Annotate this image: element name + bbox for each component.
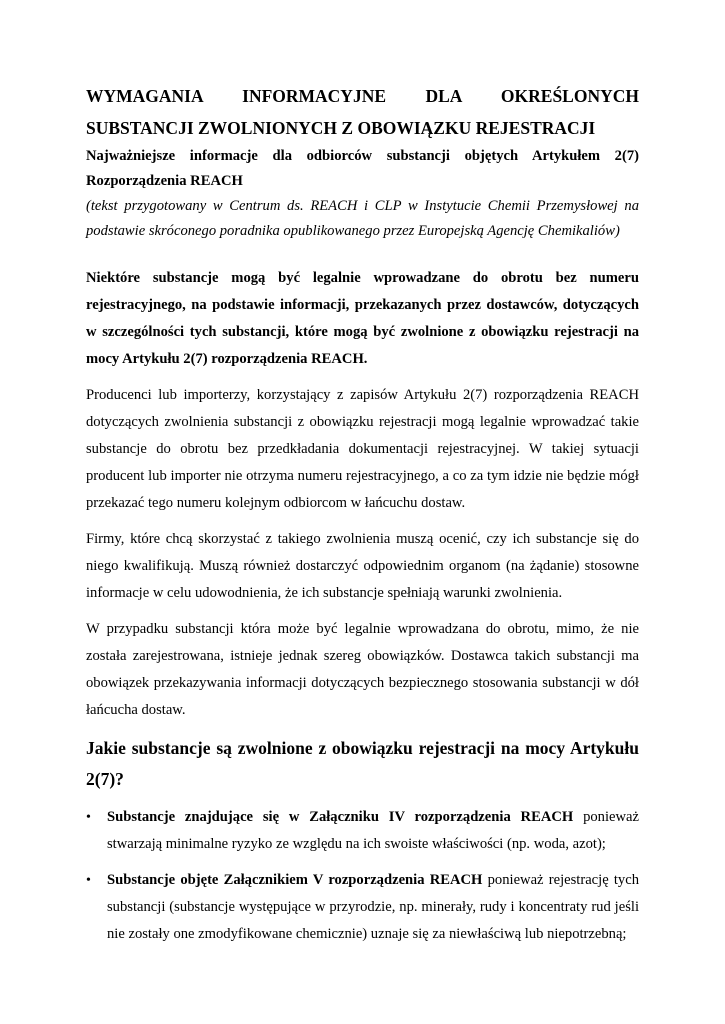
list-item bbox=[86, 804, 639, 858]
document-title: WYMAGANIA INFORMACYJNE DLA OKREŚLONYCH SUBSTANCJI ZWOLNIONYCH Z OBOWIĄZKU REJESTRACJI bbox=[86, 86, 639, 138]
body-paragraph-2: Firmy, które chcą skorzystać z takiego zwolnienia muszą ocenić, czy ich substancje się do niego kwalifikują. Muszą również dostarczyć odpowiednim organom (na żądanie) stosowne informacje w celu udowodnienia, że ich substancje spełniają warunki zwolnienia. bbox=[86, 531, 639, 601]
bullet-icon: • bbox=[86, 810, 91, 825]
list-item-text: ponieważ rejestrację tych substancji (substancje występujące w przyrodzie, np. minerały, rudy i koncentraty rud jeśli nie zostały one zmodyfikowane chemicznie) uznaje się za niewłaściwą lub niepotrzebną; bbox=[107, 872, 640, 942]
document-subtitle: Najważniejsze informacje dla odbiorców substancji objętych Artykułem 2(7) Rozporządzenia REACH bbox=[86, 148, 639, 189]
list-item-text: ponieważ stwarzają minimalne ryzyko ze względu na ich swoiste właściwości (np. woda, azot); bbox=[107, 809, 639, 852]
exemption-list bbox=[86, 804, 639, 948]
bullet-icon: • bbox=[86, 873, 91, 888]
body-paragraph-3: W przypadku substancji która może być legalnie wprowadzana do obrotu, mimo, że nie została zarejestrowana, istnieje jednak szereg obowiązków. Dostawca takich substancji ma obowiązek przekazywania informacji dotyczących bezpiecznego stosowania substancji w dół łańcucha dostaw. bbox=[86, 621, 639, 718]
body-paragraph-1: Producenci lub importerzy, korzystający z zapisów Artykułu 2(7) rozporządzenia REACH dotyczących zwolnienia substancji z obowiązku rejestracji mogą legalnie wprowadzać takie substancje do obrotu bez przedkładania dokumentacji rejestracyjnej. W takiej sytuacji producent lub importer nie otrzyma numeru rejestracyjnego, a co za tym idzie nie będzie mógł przekazać tego numeru kolejnym odbiorcom w łańcuchu dostaw. bbox=[86, 387, 639, 511]
document-page bbox=[86, 80, 639, 957]
list-item-bold: Substancje znajdujące się w Załączniku IV rozporządzenia REACH bbox=[107, 809, 574, 825]
section-heading: Jakie substancje są zwolnione z obowiązku rejestracji na mocy Artykułu 2(7)? bbox=[86, 738, 639, 789]
list-item bbox=[86, 867, 639, 948]
lead-paragraph: Niektóre substancje mogą być legalnie wprowadzane do obrotu bez numeru rejestracyjnego, na podstawie informacji, przekazanych przez dostawców, dotyczących w szczególności tych substancji, które mogą być zwolnione z obowiązku rejestracji na mocy Artykułu 2(7) rozporządzenia REACH. bbox=[86, 270, 639, 367]
list-item-bold: Substancje objęte Załącznikiem V rozporządzenia REACH bbox=[107, 872, 483, 888]
source-note: (tekst przygotowany w Centrum ds. REACH i CLP w Instytucie Chemii Przemysłowej na podstawie skróconego poradnika opublikowanego przez Europejską Agencję Chemikaliów) bbox=[86, 198, 639, 239]
